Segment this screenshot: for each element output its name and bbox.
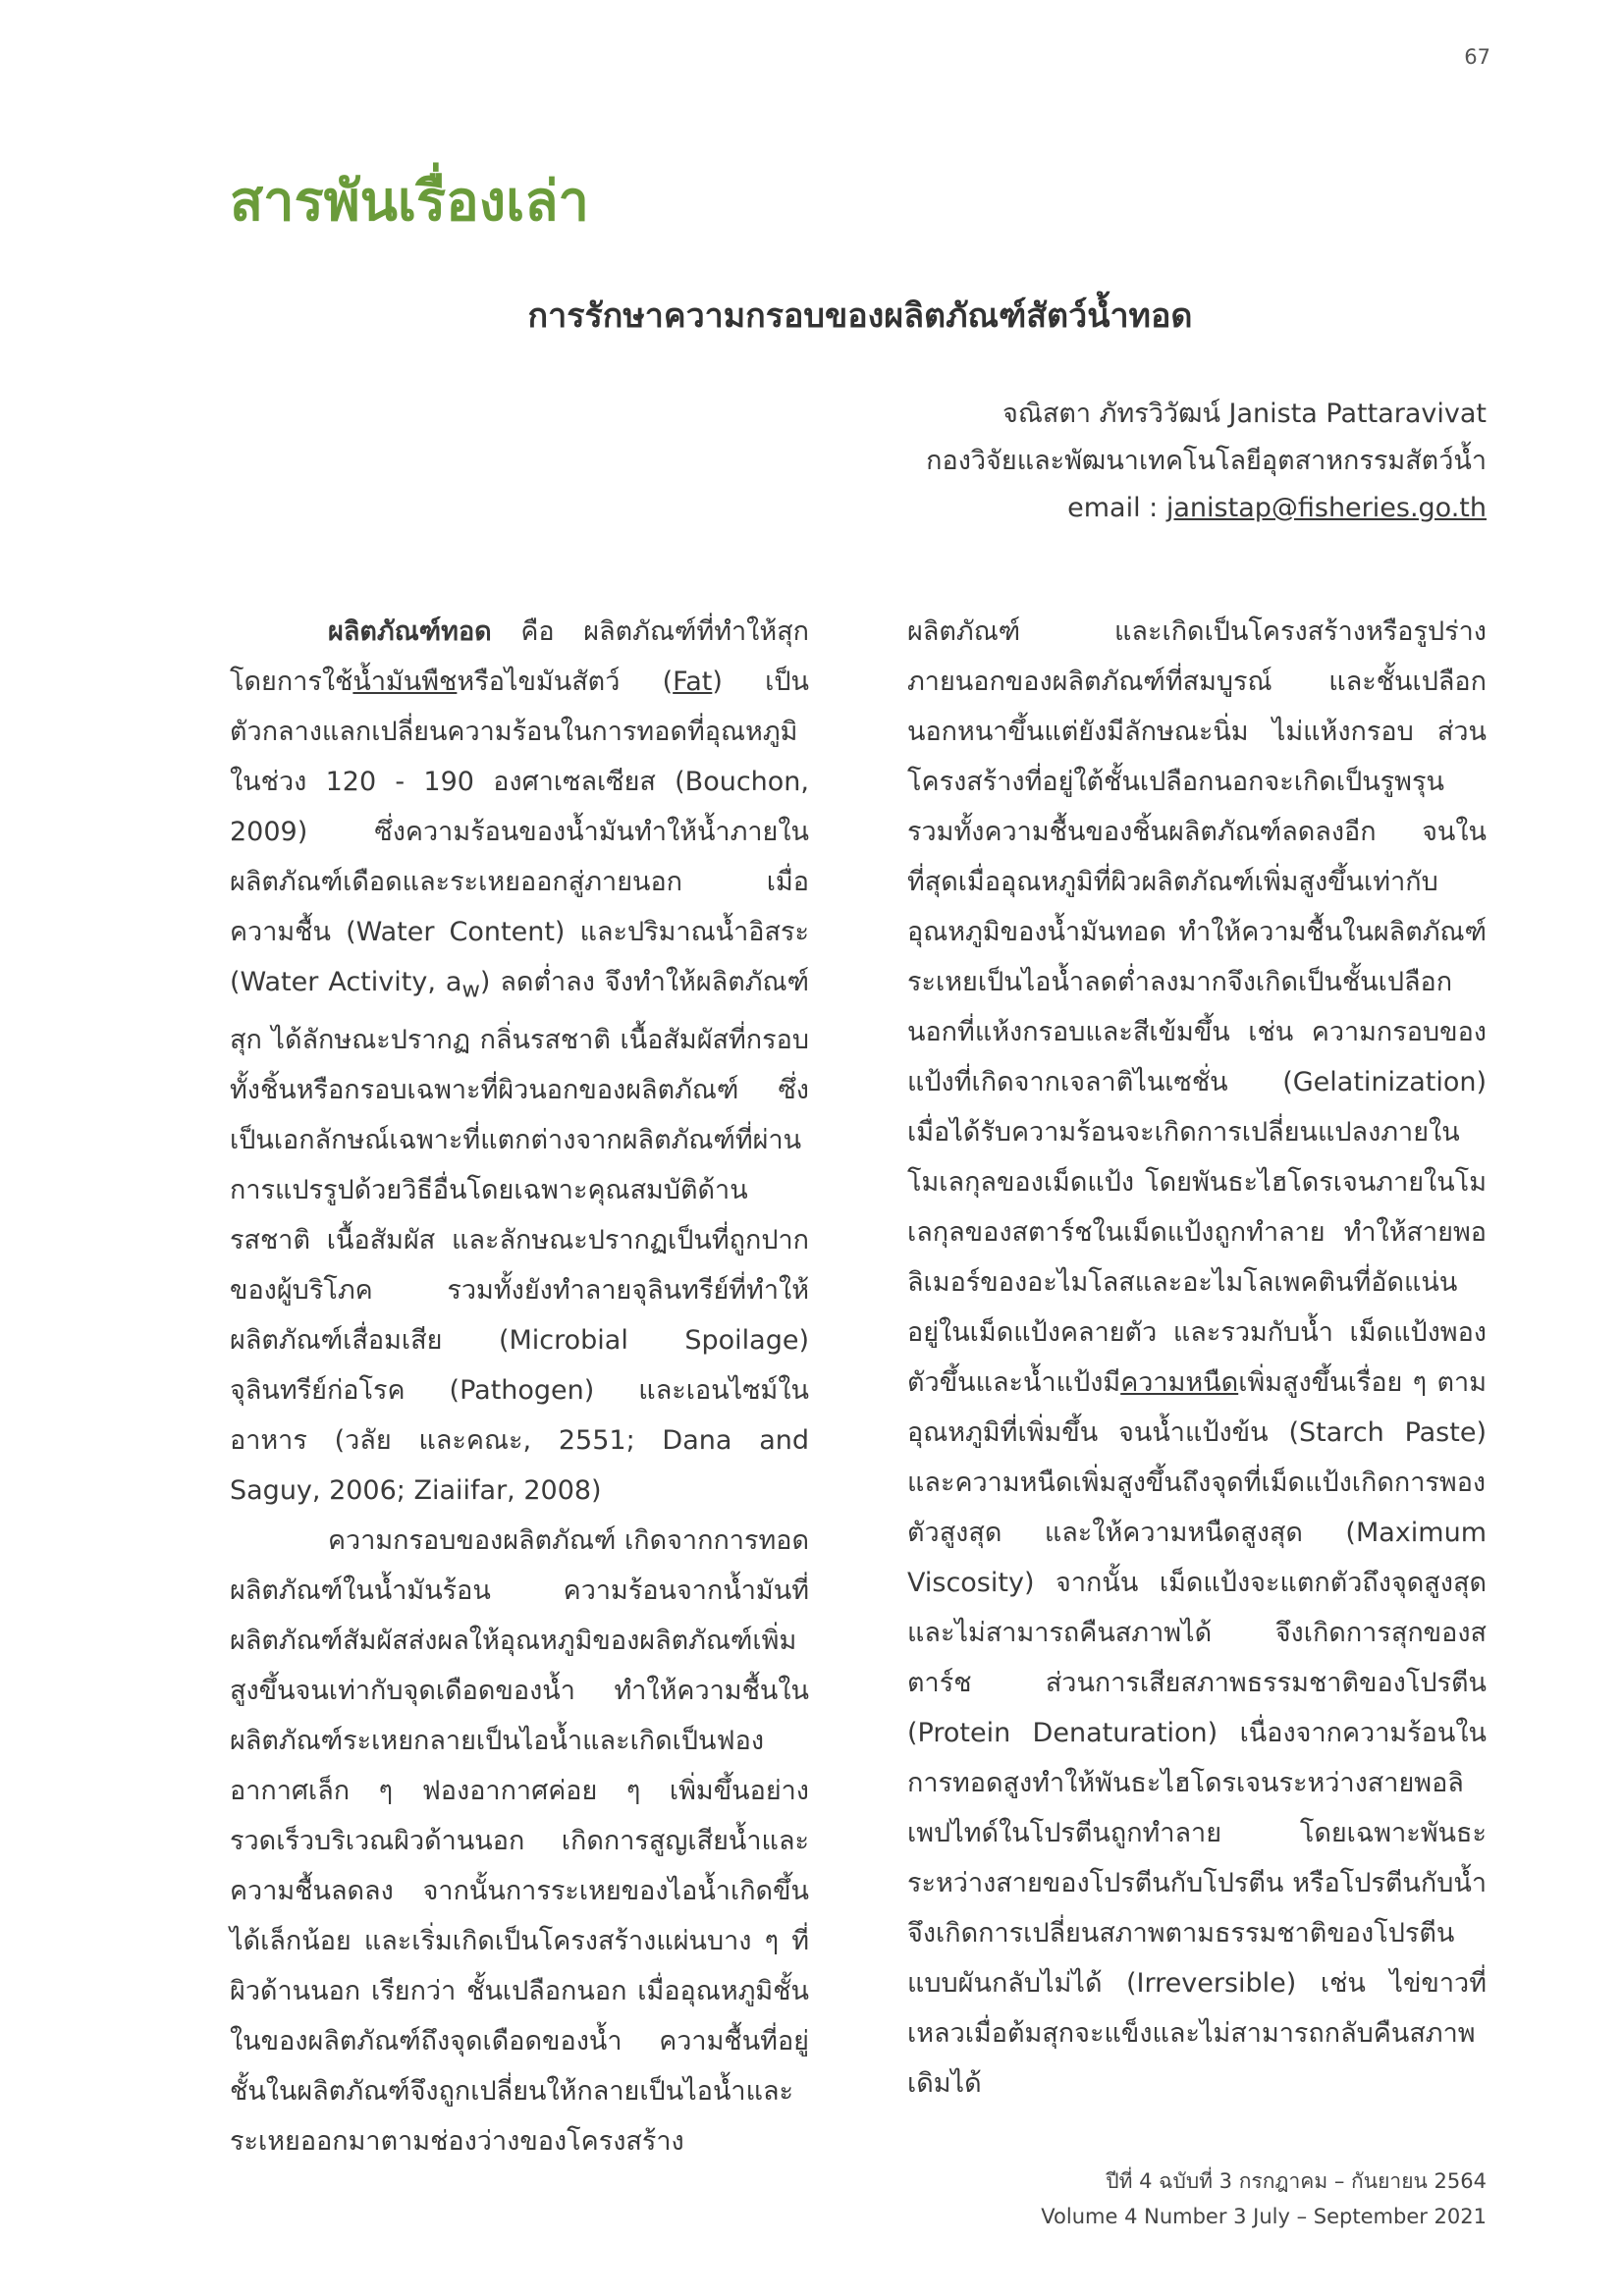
body-text: คือ ผลิตภัณฑ์ที่ทำให้สุกโดยการใช้: [230, 616, 809, 697]
issue-footer: [1011, 2163, 1487, 2234]
author-affiliation: กองวิจัยและพัฒนาเทคโนโลยีอุตสาหกรรมสัตว์น้ำ: [926, 446, 1487, 476]
author-name: จณิสตา ภัทรวิวัฒน์ Janista Pattaravivat: [1002, 399, 1487, 429]
underlined-term: น้ำมันพืช: [352, 667, 458, 697]
body-paragraph: ความกรอบของผลิตภัณฑ์ เกิดจากการทอดผลิตภัณฑ์ในน้ำมันร้อน ความร้อนจากน้ำมันที่ผลิตภัณฑ์สัมผัสส่งผลให้อุณหภูมิของผลิตภัณฑ์เพิ่มสูงขึ้นจนเท่ากับจุดเดือดของน้ำ ทำให้ความชื้นในผลิตภัณฑ์ระเหยกลายเป็นไอน้ำและเกิดเป็นฟองอากาศเล็ก ๆ ฟองอากาศค่อย ๆ เพิ่มขึ้นอย่างรวดเร็วบริเวณผิวด้านนอก เกิดการสูญเสียน้ำและความชื้นลดลง จากนั้นการระเหยของไอน้ำเกิดขึ้นได้เล็กน้อย และเริ่มเกิดเป็นโครงสร้างแผ่นบาง ๆ ที่ผิวด้านนอก เรียกว่า ชั้นเปลือกนอก เมื่ออุณหภูมิชั้นในของผลิตภัณฑ์ถึงจุดเดือดของน้ำ ความชื้นที่อยู่ชั้นในผลิตภัณฑ์จึงถูกเปลี่ยนให้กลายเป็นไอน้ำและระเหยออกมาตามช่องว่างของโครงสร้าง: [230, 1525, 809, 2158]
email-label: email :: [1067, 493, 1166, 523]
body-paragraph: [230, 607, 809, 1516]
body-text: ผลิตภัณฑ์ และเกิดเป็นโครงสร้างหรือรูปร่างภายนอกของผลิตภัณฑ์ที่สมบูรณ์ และชั้นเปลือกนอกหนาขึ้นแต่ยังมีลักษณะนิ่ม ไม่แห้งกรอบ ส่วนโครงสร้างที่อยู่ใต้ชั้นเปลือกนอกจะเกิดเป็นรูพรุน รวมทั้งความชื้นของชิ้นผลิตภัณฑ์ลดลงอีก จนในที่สุดเมื่ออุณหภูมิที่ผิวผลิตภัณฑ์เพิ่มสูงขึ้นเท่ากับอุณหภูมิของน้ำมันทอด ทำให้ความชื้นในผลิตภัณฑ์ระเหยเป็นไอน้ำลดต่ำลงมากจึงเกิดเป็นชั้นเปลือกนอกที่แห้งกรอบและสีเข้มขึ้น เช่น ความกรอบของแป้งที่เกิดจากเจลาติไนเซชั่น (Gelatinization) เมื่อได้รับความร้อนจะเกิดการเปลี่ยนแปลงภายในโมเลกุลของเม็ดแป้ง โดยพันธะไฮโดรเจนภายในโมเลกุลของสตาร์ชในเม็ดแป้งถูกทำลาย ทำให้สายพอลิเมอร์ของอะไมโลสและอะไมโลเพคตินที่อัดแน่นอยู่ในเม็ดแป้งคลายตัว และรวมกับน้ำ เม็ดแป้งพองตัวขึ้นและน้ำแป้งมี: [907, 616, 1487, 1398]
underlined-term: ความหนืด: [1120, 1367, 1239, 1398]
body-column-left: [230, 607, 809, 2166]
section-title: สารพันเรื่องเล่า: [230, 170, 589, 234]
body-text: หรือไขมันสัตว์ (: [457, 667, 674, 697]
issue-info-english: Volume 4 Number 3 July – September 2021: [1041, 2205, 1487, 2228]
underlined-term: Fat: [673, 667, 713, 697]
byline: [926, 391, 1487, 532]
body-text: ) ลดต่ำลง จึงทำให้ผลิตภัณฑ์สุก ได้ลักษณะปรากฏ กลิ่นรสชาติ เนื้อสัมผัสที่กรอบทั้งชิ้นหรือกรอบเฉพาะที่ผิวนอกของผลิตภัณฑ์ ซึ่งเป็นเอกลักษณ์เฉพาะที่แตกต่างจากผลิตภัณฑ์ที่ผ่านการแปรรูปด้วยวิธีอื่นโดยเฉพาะคุณสมบัติด้านรสชาติ เนื้อสัมผัส และลักษณะปรากฏเป็นที่ถูกปากของผู้บริโภค รวมทั้งยังทำลายจุลินทรีย์ที่ทำให้ผลิตภัณฑ์เสื่อมเสีย (Microbial Spoilage) จุลินทรีย์ก่อโรค (Pathogen) และเอนไซม์ในอาหาร (วลัย และคณะ, 2551; Dana and Saguy, 2006; Ziaiifar, 2008): [230, 967, 809, 1507]
body-text: เพิ่มสูงขึ้นเรื่อย ๆ ตามอุณหภูมิที่เพิ่มขึ้น จนน้ำแป้งข้น (Starch Paste) และความหนืดเพิ่มสูงขึ้นถึงจุดที่เม็ดแป้งเกิดการพองตัวสูงสุด และให้ความหนืดสูงสุด (Maximum Viscosity) จากนั้น เม็ดแป้งจะแตกตัวถึงจุดสูงสุดและไม่สามารถคืนสภาพได้ จึงเกิดการสุกของสตาร์ช ส่วนการเสียสภาพธรรมชาติของโปรตีน (Protein Denaturation) เนื่องจากความร้อนในการทอดสูงทำให้พันธะไฮโดรเจนระหว่างสายพอลิเพปไทด์ในโปรตีนถูกทำลาย โดยเฉพาะพันธะระหว่างสายของโปรตีนกับโปรตีน หรือโปรตีนกับน้ำ จึงเกิดการเปลี่ยนสภาพตามธรรมชาติของโปรตีนแบบผันกลับไม่ได้ (Irreversible) เช่น ไข่ขาวที่เหลวเมื่อต้มสุกจะแข็งและไม่สามารถกลับคืนสภาพเดิมได้: [907, 1367, 1487, 2099]
author-email-line: [926, 485, 1487, 532]
body-paragraph: [907, 607, 1487, 2109]
body-text: ) เป็นตัวกลางแลกเปลี่ยนความร้อนในการทอดที่อุณหภูมิในช่วง 120 - 190 องศาเซลเซียส (Bouchon, 2009) ซึ่งความร้อนของน้ำมันทำให้น้ำภายในผลิตภัณฑ์เดือดและระเหยออกสู่ภายนอก เมื่อความชื้น (Water Content) และปริมาณน้ำอิสระ (Water Activity, a: [230, 667, 809, 997]
lead-term: ผลิตภัณฑ์ทอด: [328, 616, 492, 647]
subscript-w: w: [461, 977, 480, 1003]
article-title: การรักษาความกรอบของผลิตภัณฑ์สัตว์น้ำทอด: [527, 296, 1193, 336]
page-number: 67: [1464, 45, 1490, 69]
body-column-right: [907, 607, 1487, 2109]
email-link[interactable]: janistap@fisheries.go.th: [1165, 493, 1487, 523]
issue-info-thai: ปีที่ 4 ฉบับที่ 3 กรกฎาคม – กันยายน 2564: [1106, 2169, 1487, 2193]
